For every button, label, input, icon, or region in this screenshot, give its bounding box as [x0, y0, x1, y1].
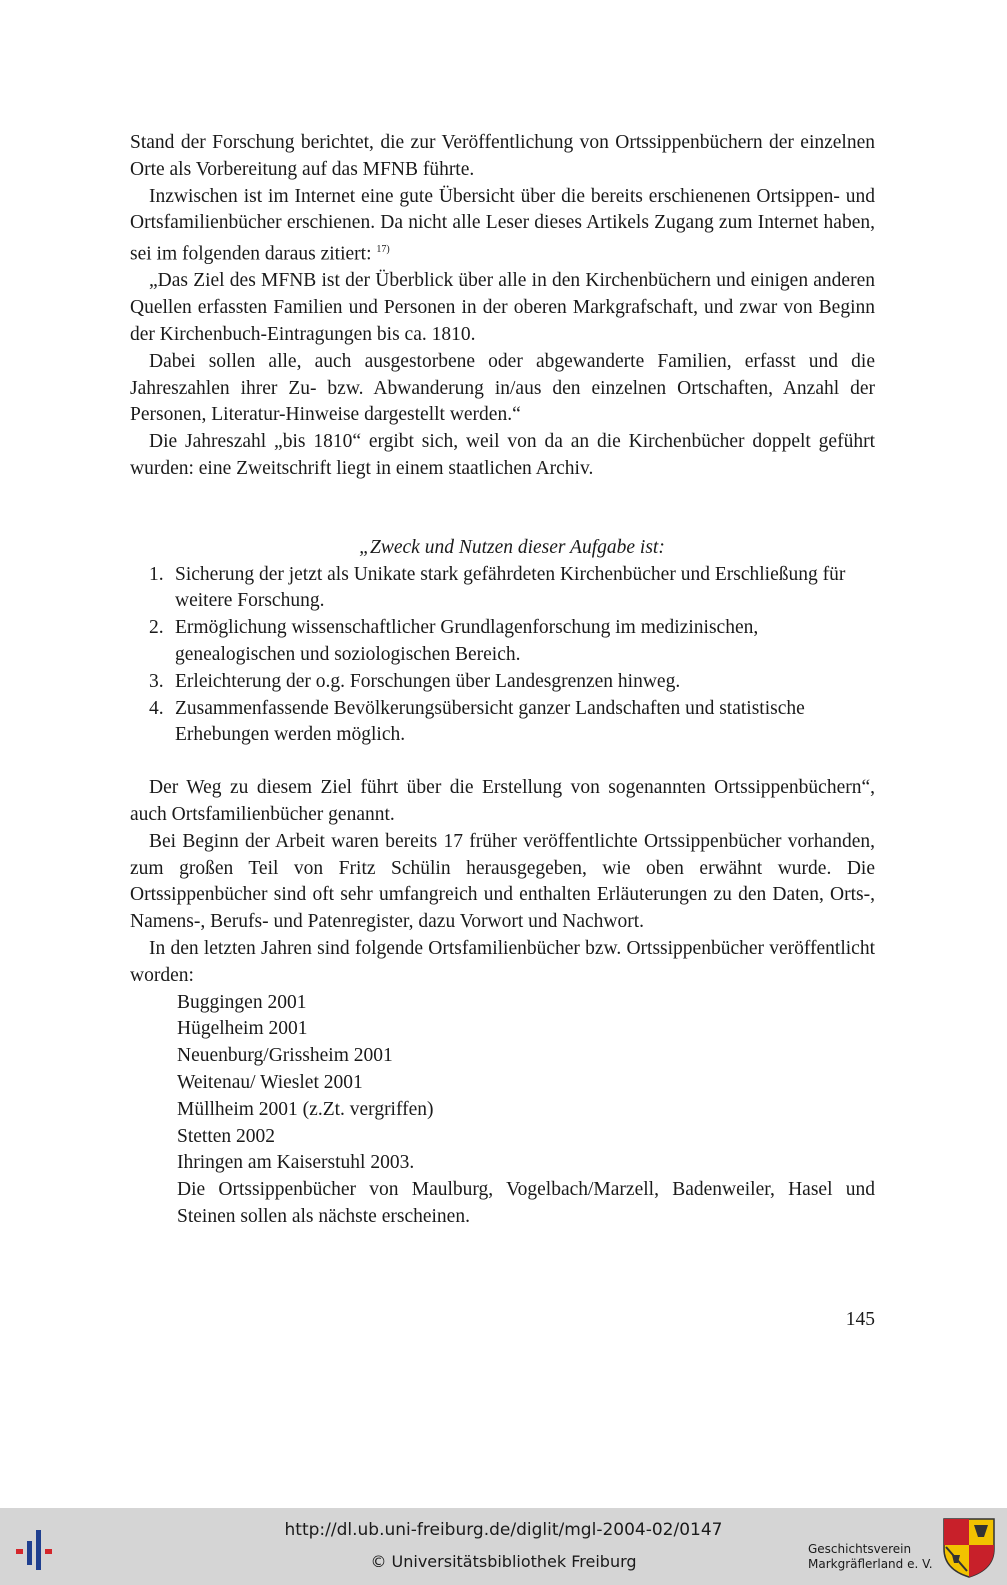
paragraph: „Das Ziel des MFNB ist der Überblick über alle in den Kirchenbüchern und einigen anderen Quellen erfassten Familien und Personen in der oberen Markgrafschaft, und zwar von Beginn der Kirchenbuch-Eintragungen bis ca. 1810.	[130, 270, 875, 346]
list-item: Ihringen am Kaiserstuhl 2003.	[177, 1152, 415, 1174]
body-text	[130, 130, 875, 1231]
paragraph: Bei Beginn der Arbeit waren bereits 17 früher veröffentlichte Ortssippenbücher vorhanden, zum großen Teil von Fritz Schülin herausgegeben, wie oben erwähnt wurde. Die Ortssippenbücher sind oft sehr umfangreich und enthalten Erläuterungen zu den Daten, Orts-, Namens-, Berufs- und Patenregister, dazu Vorwort und Nachwort.	[130, 830, 875, 933]
list-item: Buggingen 2001	[177, 991, 307, 1013]
list-item	[130, 562, 875, 616]
society-name	[808, 1542, 938, 1572]
list-text: Ermöglichung wissenschaftlicher Grundlagenforschung im medizinischen, genealogischen und soziologischen Bereich.	[175, 617, 759, 666]
list-item: Neuenburg/Grissheim 2001	[177, 1045, 393, 1067]
source-url-link[interactable]: http://dl.ub.uni-freiburg.de/diglit/mgl-2004-02/0147	[284, 1520, 723, 1540]
list-item: Weitenau/ Wieslet 2001	[177, 1072, 363, 1093]
list-text: Zusammenfassende Bevölkerungsübersicht ganzer Landschaften und statistische Erhebungen werden möglich.	[175, 697, 805, 746]
list-item: Müllheim 2001 (z.Zt. vergriffen)	[177, 1098, 434, 1120]
list-number: 3.	[149, 670, 164, 692]
quote-heading: „Zweck und Nutzen dieser Aufgabe ist:	[359, 536, 665, 558]
list-item	[130, 615, 875, 669]
list-item: Die Ortssippenbücher von Maulburg, Vogelbach/Marzell, Badenweiler, Hasel und Steinen sollen als nächste erscheinen.	[177, 1179, 875, 1227]
footnote-ref: 17)	[376, 244, 390, 256]
list-number: 4.	[149, 697, 164, 719]
list-item	[130, 669, 875, 696]
copyright-text: © Universitätsbibliothek Freiburg	[370, 1552, 637, 1571]
society-line: Geschichtsverein	[808, 1542, 912, 1556]
paragraph: Dabei sollen alle, auch ausgestorbene oder abgewanderte Familien, erfasst und die Jahreszahlen ihrer Zu- bzw. Abwanderung in/aus den einzelnen Ortschaften, Anzahl der Personen, Literatur-Hinweise dargestellt werden.“	[130, 350, 875, 426]
list-item: Hügelheim 2001	[177, 1018, 308, 1040]
list-number: 2.	[149, 617, 164, 639]
paragraph: Die Jahreszahl „bis 1810“ ergibt sich, weil von da an die Kirchenbücher doppelt geführt wurden: eine Zweitschrift liegt in einem staatlichen Archiv.	[130, 431, 875, 480]
list-number: 1.	[149, 563, 164, 585]
paragraph: Der Weg zu diesem Ziel führt über die Erstellung von sogenannten Ortssippenbüchern“, auch Ortsfamilienbücher genannt.	[130, 777, 875, 826]
list-item	[130, 696, 875, 750]
coat-of-arms-icon	[940, 1515, 998, 1579]
books-list	[130, 990, 875, 1231]
paragraph: In den letzten Jahren sind folgende Ortsfamilienbücher bzw. Ortssippenbücher veröffentlicht worden:	[130, 938, 875, 986]
paragraph	[130, 184, 875, 269]
page-number: 145	[845, 1309, 875, 1330]
paragraph-text: Inzwischen ist im Internet eine gute Übersicht über die bereits erschienenen Ortsippen- und Ortsfamilienbücher erschienen. Da nicht alle Leser dieses Artikels Zugang zum Internet haben, sei im folgenden daraus zitiert:	[130, 185, 875, 265]
goals-list	[130, 562, 875, 750]
society-line: Markgräflerland e. V.	[808, 1557, 933, 1571]
paragraph: Stand der Forschung berichtet, die zur Veröffentlichung von Ortssippenbüchern der einzelnen Orte als Vorbereitung auf das MFNB führte.	[130, 132, 875, 180]
footer-bar	[0, 1508, 1007, 1585]
list-text: Erleichterung der o.g. Forschungen über Landesgrenzen hinweg.	[175, 670, 681, 692]
list-item: Stetten 2002	[177, 1125, 276, 1147]
list-text: Sicherung der jetzt als Unikate stark gefährdeten Kirchenbücher und Erschließung für weitere Forschung.	[175, 563, 846, 612]
